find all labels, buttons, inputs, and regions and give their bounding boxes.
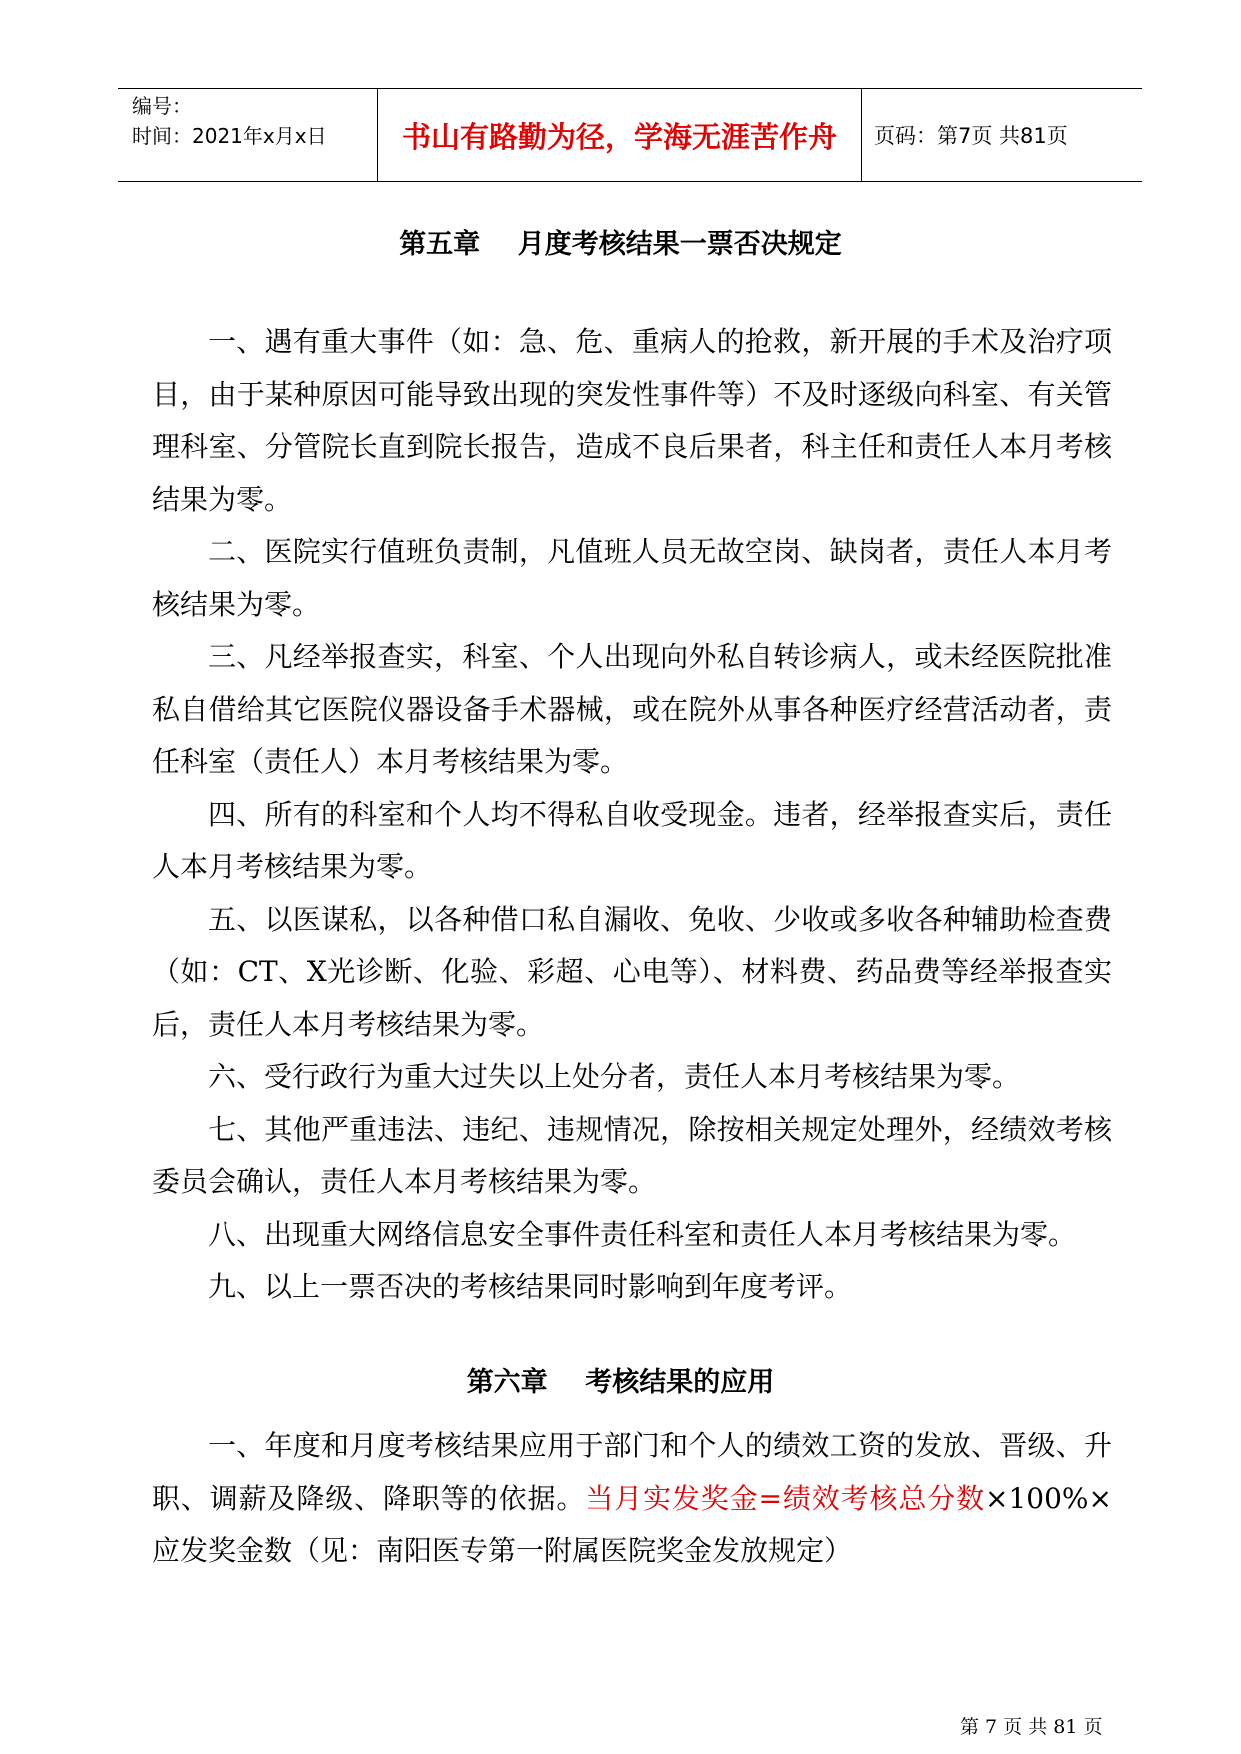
page-footer: 第 7 页 共 81 页 [960, 1716, 1103, 1738]
para1-start: 一、年度和月度考核结果应用于部门和个人的绩效工资的发放、晋级、升职、调薪及降级、降职等的依据。 [152, 1429, 1112, 1515]
chapter5-item: 五、以医谋私，以各种借口私自漏收、免收、少收或多收各种辅助检查费（如：CT、X光诊断、化验、彩超、心电等）、材料费、药品费等经举报查实后，责任人本月考核结果为零。 [152, 902, 1112, 1041]
page-header [118, 88, 1142, 182]
chapter6-body [152, 1420, 1112, 1578]
chapter5-item: 一、遇有重大事件（如：急、危、重病人的抢救，新开展的手术及治疗项目，由于某种原因可能导致出现的突发性事件等）不及时逐级向科室、有关管理科室、分管院长直到院长报告，造成不良后果者，科主任和责任人本月考核结果为零。 [152, 325, 1112, 516]
para1-end: ×100%×应发奖金数（见：南阳医专第一附属医院奖金发放规定） [152, 1481, 1112, 1567]
time-label: 时间：2021年x月x日 [132, 124, 327, 148]
chapter5-item: 八、出现重大网络信息安全事件责任科室和责任人本月考核结果为零。 [208, 1217, 1077, 1251]
chapter5-item: 六、受行政行为重大过失以上处分者，责任人本月考核结果为零。 [208, 1060, 1021, 1093]
chapter5-item: 二、医院实行值班负责制，凡值班人员无故空岗、缺岗者，责任人本月考核结果为零。 [152, 535, 1112, 621]
chapter6-title: 第六章 考核结果的应用 [466, 1367, 775, 1398]
chapter5-item: 九、以上一票否决的考核结果同时影响到年度考评。 [208, 1270, 853, 1303]
header-motto: 书山有路勤为径，学海无涯苦作舟 [378, 89, 862, 181]
chapter5-title: 第五章 月度考核结果一票否决规定 [399, 229, 842, 260]
chapter5-item: 四、所有的科室和个人均不得私自收受现金。违者，经举报查实后，责任人本月考核结果为零。 [152, 797, 1112, 883]
chapter6-paragraph [152, 1420, 1112, 1578]
number-label: 编号： [132, 94, 192, 118]
header-page-label: 页码：第7页 共81页 [874, 124, 1068, 148]
header-meta [118, 89, 378, 181]
chapter5-item: 七、其他严重违法、违纪、违规情况，除按相关规定处理外，经绩效考核委员会确认，责任人本月考核结果为零。 [152, 1112, 1112, 1198]
bonus-formula: 当月实发奖金=绩效考核总分数 [585, 1481, 986, 1515]
chapter5-item: 三、凡经举报查实，科室、个人出现向外私自转诊病人，或未经医院批准私自借给其它医院仪器设备手术器械，或在院外从事各种医疗经营活动者，责任科室（责任人）本月考核结果为零。 [152, 640, 1112, 778]
chapter5-body [152, 316, 1112, 1314]
